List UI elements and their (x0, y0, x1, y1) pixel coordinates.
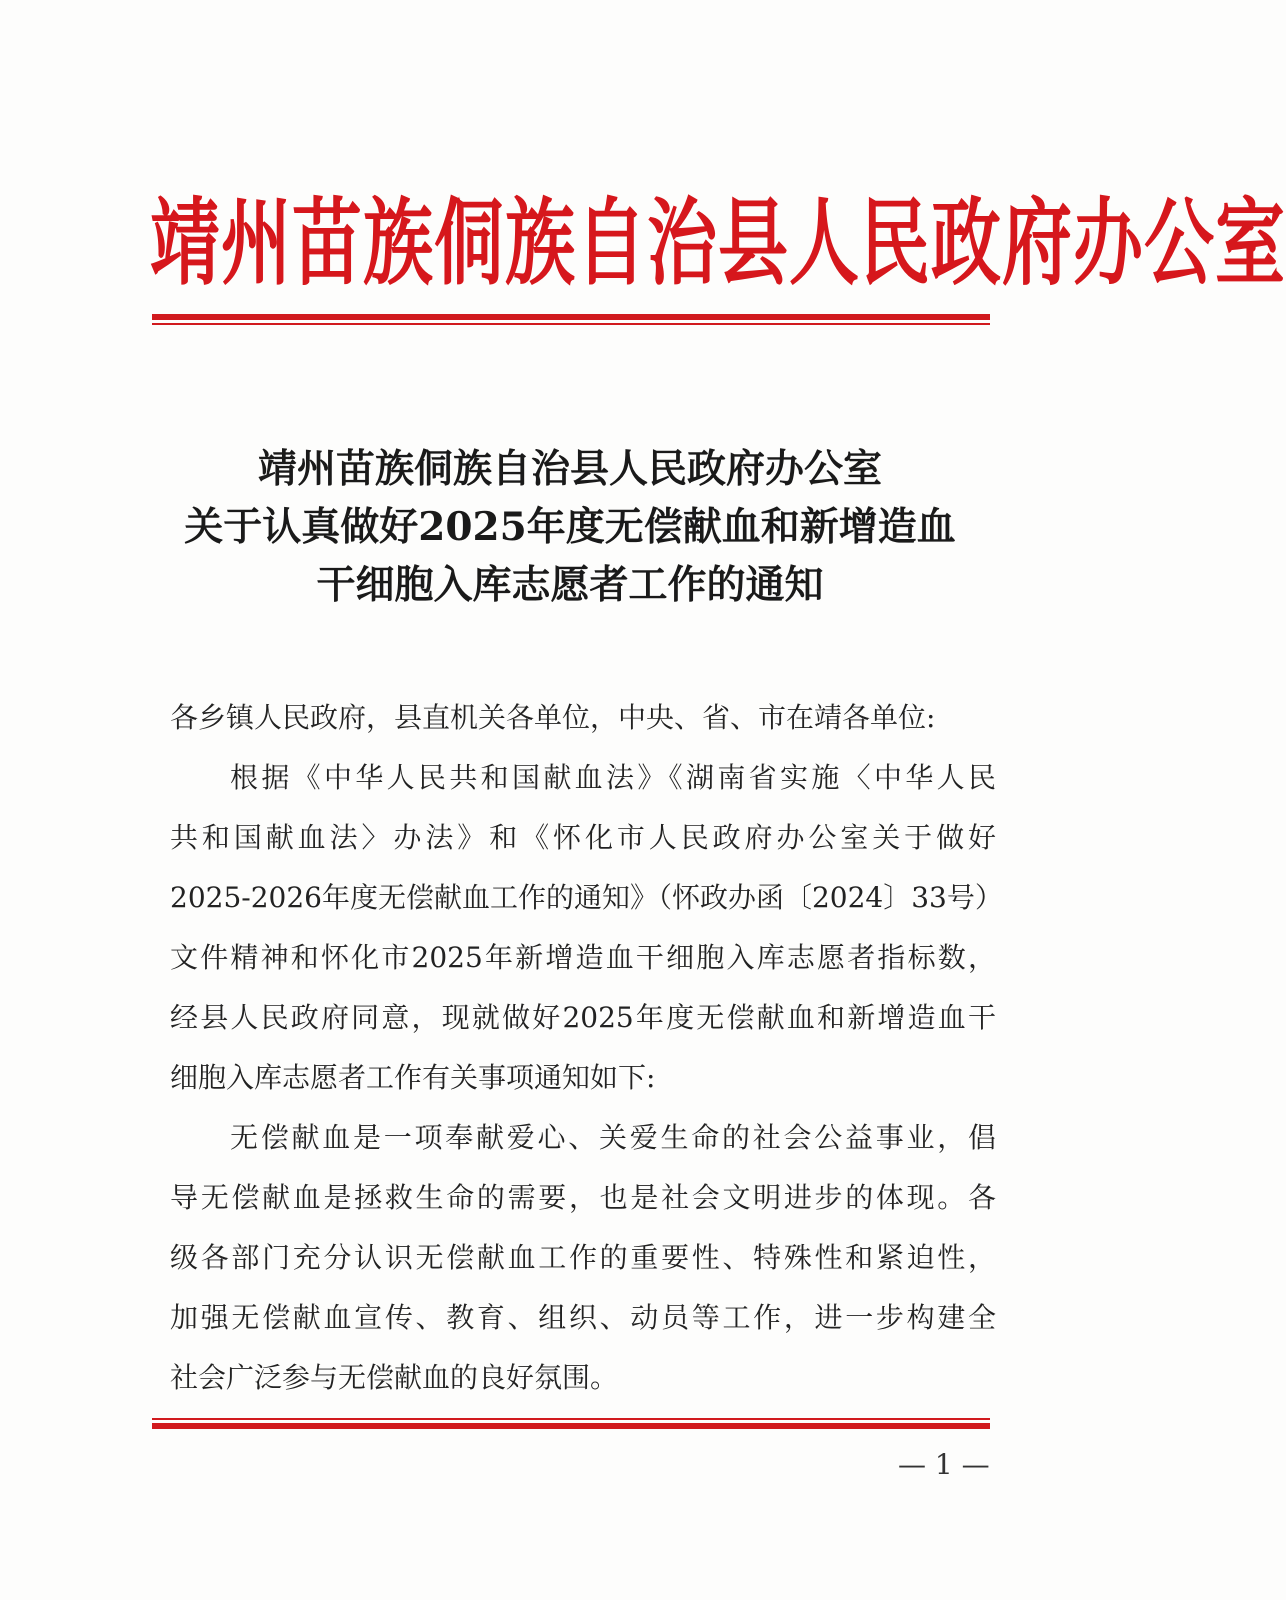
page-number: — 1 — (898, 1448, 990, 1481)
document-body (170, 688, 1003, 1408)
footer-rule-thick (152, 1423, 990, 1429)
masthead-rule-thin (152, 323, 990, 325)
footer-rule-thin (152, 1418, 990, 1420)
paragraph-1-line-4: 文件精神和怀化市2025年新增造血干细胞入库志愿者指标数， (170, 941, 996, 974)
masthead-rule-thick (152, 314, 990, 320)
paragraph-1-line-1: 根据《中华人民共和国献血法》《湖南省实施〈中华人民 (230, 761, 996, 794)
paragraph-1-line-3: 2025-2026年度无偿献血工作的通知》（怀政办函〔2024〕33号） (170, 881, 1003, 914)
addressee-line: 各乡镇人民政府，县直机关各单位，中央、省、市在靖各单位: (170, 701, 936, 734)
masthead-title: 靖州苗族侗族自治县人民政府办公室 (150, 187, 1286, 299)
paragraph-2-line-3: 级各部门充分认识无偿献血工作的重要性、特殊性和紧迫性， (170, 1241, 996, 1274)
paragraph-1-line-2: 共和国献血法〉办法》和《怀化市人民政府办公室关于做好 (170, 821, 996, 854)
title-line-1: 靖州苗族侗族自治县人民政府办公室 (257, 446, 882, 492)
title-line-3: 干细胞入库志愿者工作的通知 (316, 562, 824, 608)
paragraph-1-line-5: 经县人民政府同意，现就做好2025年度无偿献血和新增造血干 (170, 1001, 996, 1034)
paragraph-2-line-5: 社会广泛参与无偿献血的良好氛围。 (170, 1361, 619, 1394)
title-line-2: 关于认真做好2025年度无偿献血和新增造血 (184, 504, 956, 550)
paragraph-2-line-2: 导无偿献血是拯救生命的需要，也是社会文明进步的体现。各 (170, 1181, 996, 1214)
paragraph-2-line-4: 加强无偿献血宣传、教育、组织、动员等工作，进一步构建全 (170, 1301, 996, 1334)
document-title (150, 440, 990, 614)
paragraph-1-line-6: 细胞入库志愿者工作有关事项通知如下: (170, 1061, 656, 1094)
paragraph-2-line-1: 无偿献血是一项奉献爱心、关爱生命的社会公益事业，倡 (230, 1121, 996, 1154)
